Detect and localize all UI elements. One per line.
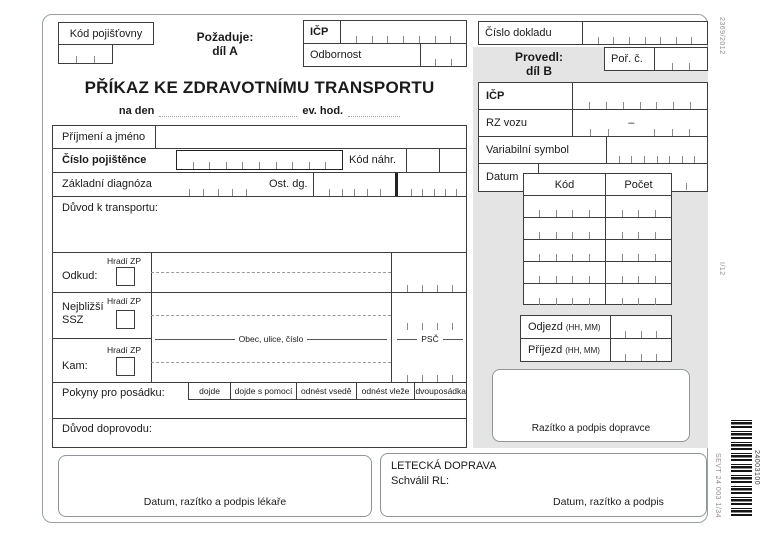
arrival-label: Příjezd xyxy=(528,344,563,356)
insured-number-label: Číslo pojištěnce xyxy=(62,154,147,166)
code-count-row[interactable] xyxy=(524,196,671,218)
variable-symbol-field[interactable] xyxy=(607,137,707,163)
option-dojde-s-pomoci[interactable]: dojde s pomocí xyxy=(230,383,296,399)
other-diagnosis-field-2[interactable] xyxy=(401,188,467,196)
edge-top-code: 2369/2012 xyxy=(718,17,725,55)
departure-format: (HH, MM) xyxy=(565,323,601,332)
crew-instructions-label: Pokyny pro posádku: xyxy=(62,387,165,399)
divider xyxy=(151,339,152,382)
code-count-table xyxy=(523,173,672,305)
code-count-row[interactable] xyxy=(524,240,671,262)
from-psc-field[interactable] xyxy=(393,284,467,292)
arrival-field[interactable] xyxy=(611,339,671,361)
date-field[interactable] xyxy=(159,106,297,117)
icp-b-field[interactable] xyxy=(573,83,707,109)
code-count-row[interactable] xyxy=(524,262,671,284)
nearest-label: Nejbližší xyxy=(62,301,104,313)
icp-odbornost-box xyxy=(303,20,467,67)
ssz-psc-field[interactable] xyxy=(393,322,467,330)
option-dvouposadka[interactable]: dvouposádka xyxy=(414,383,466,399)
divider-thick xyxy=(395,173,398,196)
icp-b-label: IČP xyxy=(486,90,505,102)
to-psc-field[interactable] xyxy=(393,374,467,382)
serial-number-box xyxy=(604,47,708,71)
to-address-line[interactable] xyxy=(151,362,391,363)
ssz-label: SSZ xyxy=(62,314,84,326)
crew-options-row xyxy=(188,383,466,400)
to-label: Kam: xyxy=(62,360,88,372)
code-count-row[interactable] xyxy=(524,284,671,305)
icp-label: IČP xyxy=(310,26,329,38)
hradi-zp-label-2: Hradí ZP xyxy=(107,296,142,306)
carrier-stamp-label: Razítko a podpis dopravce xyxy=(531,423,651,434)
divider xyxy=(391,293,392,339)
divider xyxy=(391,253,392,292)
air-transport-box[interactable] xyxy=(380,453,707,517)
transport-reason-label: Důvod k transportu: xyxy=(62,202,158,214)
insurer-code-comb[interactable] xyxy=(59,45,112,63)
odbornost-field[interactable] xyxy=(421,44,466,66)
from-label: Odkud: xyxy=(62,270,98,282)
hradi-zp-checkbox-odkud[interactable] xyxy=(116,267,135,286)
option-odnest-vsede[interactable]: odnést vsedě xyxy=(296,383,356,399)
performed-by-label xyxy=(478,50,600,78)
air-signature-label: Datum, razítko a podpis xyxy=(553,496,664,508)
icp-field[interactable] xyxy=(341,21,466,43)
document-number-label: Číslo dokladu xyxy=(485,27,552,39)
address-caption-label: Obec, ulice, číslo xyxy=(238,334,304,344)
barcode xyxy=(731,418,752,516)
escort-reason-field[interactable] xyxy=(53,436,466,449)
diagnosis-field[interactable] xyxy=(176,188,260,196)
air-transport-label: LETECKÁ DOPRAVA xyxy=(391,460,497,472)
date-b-label: Datum xyxy=(486,171,519,183)
carrier-stamp-box[interactable] xyxy=(492,369,690,442)
part-a-label: díl A xyxy=(212,44,238,58)
rz-vozu-field[interactable] xyxy=(573,110,707,136)
page-title: PŘÍKAZ KE ZDRAVOTNÍMU TRANSPORTU xyxy=(84,78,435,97)
edge-sevt-code: SEVT 24 003 1/34 xyxy=(714,453,721,519)
from-address-line[interactable] xyxy=(151,272,391,273)
performed-by-line1: Provedl: xyxy=(514,50,563,64)
diagnosis-label: Základní diagnóza xyxy=(62,178,152,190)
psc-caption-label: PSČ xyxy=(421,334,439,344)
departure-arrival-box xyxy=(520,315,672,362)
requested-by-label xyxy=(175,30,275,58)
departure-label: Odjezd xyxy=(528,321,563,333)
option-dojde[interactable]: dojde xyxy=(188,383,230,399)
divider xyxy=(151,293,152,339)
transport-reason-field[interactable] xyxy=(53,215,466,252)
variable-symbol-label: Variabilní symbol xyxy=(486,144,569,156)
insurer-code-field[interactable] xyxy=(58,44,113,64)
hradi-zp-label-1: Hradí ZP xyxy=(107,256,142,266)
date-time-line xyxy=(52,105,467,117)
requested-by-line1: Požaduje: xyxy=(196,30,254,44)
name-label: Příjmení a jméno xyxy=(62,131,146,143)
kod-nahr-field[interactable] xyxy=(406,149,466,172)
rz-vozu-label: RZ vozu xyxy=(486,117,527,129)
doctor-signature-label: Datum, razítko a podpis lékaře xyxy=(143,496,287,508)
document-number-box xyxy=(478,21,708,45)
divider xyxy=(391,339,392,382)
hradi-zp-checkbox-kam[interactable] xyxy=(116,357,135,376)
code-count-row[interactable] xyxy=(524,218,671,240)
edge-mid-code: I/12 xyxy=(718,262,725,276)
insurer-code-label: Kód pojišťovny xyxy=(69,27,143,40)
departure-field[interactable] xyxy=(611,316,671,338)
serial-number-field[interactable] xyxy=(655,48,707,70)
time-field[interactable] xyxy=(348,106,400,117)
na-den-label: na den xyxy=(118,105,155,117)
name-field[interactable] xyxy=(156,126,466,148)
option-odnest-vleze[interactable]: odnést vleže xyxy=(356,383,415,399)
serial-number-label: Poř. č. xyxy=(611,53,643,65)
patient-table xyxy=(52,125,467,448)
other-diagnosis-field-1[interactable] xyxy=(317,188,393,196)
count-column-header: Počet xyxy=(624,178,653,191)
document-number-field[interactable] xyxy=(583,22,707,44)
odbornost-label: Odbornost xyxy=(310,49,362,61)
insured-number-field[interactable] xyxy=(176,150,343,170)
approved-rl-label: Schválil RL: xyxy=(391,475,450,487)
barcode-number: 24003100 xyxy=(753,450,760,486)
escort-reason-label: Důvod doprovodu: xyxy=(62,423,152,435)
rz-dash: – xyxy=(628,117,635,129)
part-b-label: díl B xyxy=(526,64,552,78)
code-column-header: Kód xyxy=(554,178,575,191)
arrival-format: (HH, MM) xyxy=(565,346,600,355)
insurer-code-box xyxy=(58,22,154,45)
ev-hod-label: ev. hod. xyxy=(302,105,344,117)
kod-nahr-label: Kód náhr. xyxy=(349,154,397,166)
ost-dg-label: Ost. dg. xyxy=(269,178,308,190)
ssz-address-line[interactable] xyxy=(151,315,391,316)
hradi-zp-label-3: Hradí ZP xyxy=(107,345,142,355)
divider xyxy=(313,173,314,196)
hradi-zp-checkbox-ssz[interactable] xyxy=(116,310,135,329)
doctor-signature-box[interactable] xyxy=(58,455,372,517)
